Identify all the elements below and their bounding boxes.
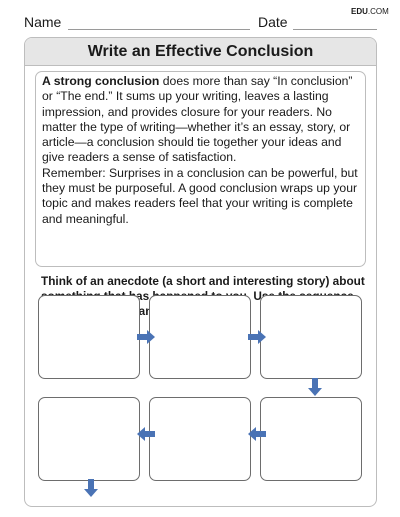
- date-line[interactable]: [293, 29, 377, 30]
- arrow-right-icon: [137, 330, 155, 344]
- sequence-box-5[interactable]: [149, 397, 251, 481]
- sequence-box-6[interactable]: [260, 397, 362, 481]
- arrow-down-icon: [84, 479, 98, 497]
- intro-text: does more than say “In conclusion” or “The end.” It sums up your writing, leaves a lasting impression, and provides closure for your readers. No matter the type of writing—whether it’s an essay, story, or article—a conclusion should tie together your ideas and give readers a sense of satisfaction.: [42, 74, 353, 165]
- sequence-box-1[interactable]: [38, 295, 140, 379]
- name-label: Name: [24, 14, 62, 30]
- intro-paragraph: [42, 74, 359, 166]
- brand-main: EDU: [351, 7, 368, 16]
- worksheet-title: Write an Effective Conclusion: [25, 38, 376, 66]
- arrow-right-icon: [248, 330, 266, 344]
- instruction-text: Think of an anecdote (a short and interesting story) about has organize: [41, 274, 365, 318]
- name-line[interactable]: [68, 29, 250, 30]
- sequence-box-3[interactable]: [260, 295, 362, 379]
- info-box: [35, 71, 366, 267]
- brand-logo: [351, 7, 389, 16]
- arrow-left-icon: [248, 427, 266, 441]
- intro-bold: A strong conclusion: [42, 74, 160, 88]
- sequence-box-4[interactable]: [38, 397, 140, 481]
- worksheet-panel: [24, 37, 377, 507]
- arrow-down-icon: [308, 378, 322, 396]
- date-label: Date: [258, 14, 288, 30]
- brand-suffix: .COM: [367, 7, 389, 16]
- sequence-box-2[interactable]: [149, 295, 251, 379]
- remember-paragraph: Remember: Surprises in a conclusion can be powerful, but they must be purposeful. A good conclusion wraps up your topic and makes readers feel that your writing is complete and meaningful.: [42, 165, 358, 226]
- arrow-left-icon: [137, 427, 155, 441]
